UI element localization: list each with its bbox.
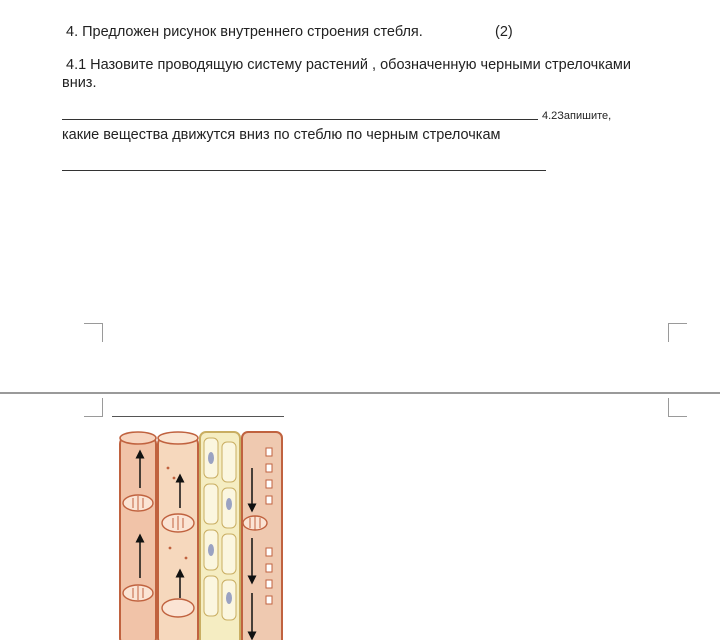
xylem-vessel-column [120,432,156,640]
document-page-2 [0,394,720,640]
margin-corner-mark [668,398,687,417]
question-4-1-text-cont: вниз. [62,75,97,91]
question-4-2-text: какие вещества движутся вниз по стеблю по черным стрелочкам [62,127,501,143]
answer-line-4-2[interactable] [62,170,546,171]
answer-line-4-1[interactable] [62,119,538,120]
phloem-column [242,432,282,640]
stem-tissue-figure [108,408,288,640]
question-4-2-label: 4.2Запишите, [542,110,612,122]
margin-corner-mark [668,323,687,342]
question-4-1-text: 4.1 Назовите проводящую систему растений , обозначенную черными стрелочками [66,57,631,73]
cambium-column [200,432,240,640]
question-heading: 4. Предложен рисунок внутреннего строения стебля. [66,24,423,40]
parenchyma-column [158,432,198,640]
margin-corner-mark [84,398,103,417]
question-points: (2) [495,24,513,40]
margin-corner-mark [84,323,103,342]
